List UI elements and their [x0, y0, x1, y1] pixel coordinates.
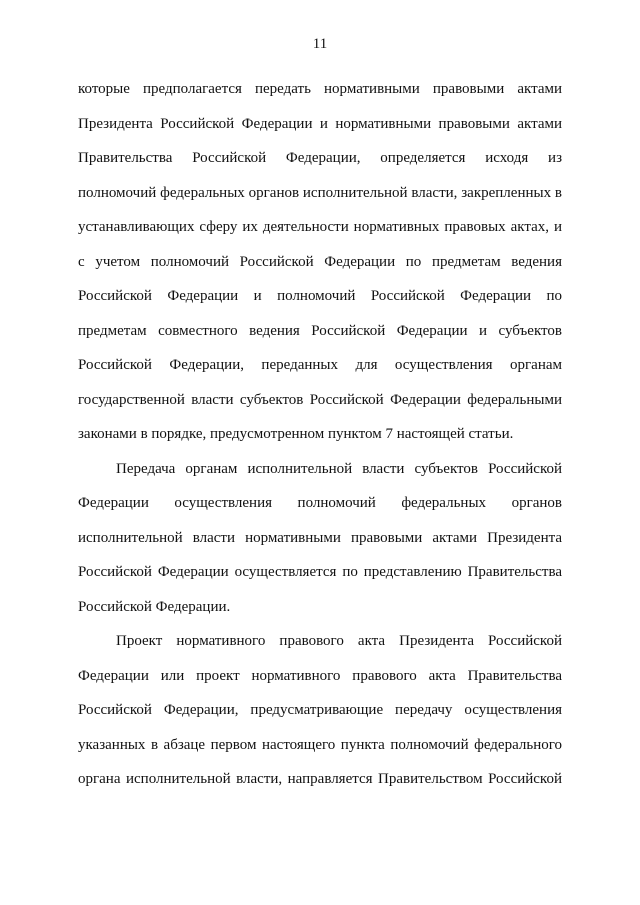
text-line: полномочий федеральных органов исполнительной власти, закрепленных в: [78, 184, 562, 201]
text-line: законами в порядке, предусмотренном пунктом 7 настоящей статьи.: [78, 426, 514, 442]
text-line: исполнительной власти нормативными правовыми актами Президента: [78, 529, 562, 546]
text-line: Российской Федерации.: [78, 598, 231, 615]
text-line: Передача органам исполнительной власти субъектов Российской: [116, 460, 562, 477]
document-body: [78, 72, 562, 797]
text-line: Российской Федерации, предусматривающие передачу осуществления: [78, 702, 562, 718]
paragraph: [78, 624, 562, 797]
text-line: устанавливающих сферу их деятельности нормативных правовых актах, и: [78, 219, 562, 235]
text-line: Проект нормативного правового акта Президента Российской: [116, 633, 562, 649]
page-number: 11: [312, 36, 328, 52]
text-line: предметам совместного ведения Российской Федерации и субъектов: [78, 322, 562, 339]
text-line: Федерации или проект нормативного правового акта Правительства: [78, 667, 562, 684]
text-line: которые предполагается передать нормативными правовыми актами: [78, 81, 562, 97]
text-line: Президента Российской Федерации и нормативными правовыми актами: [78, 115, 562, 132]
text-line: Российской Федерации, переданных для осуществления органам: [78, 357, 562, 373]
text-line: Российской Федерации и полномочий Российской Федерации по: [78, 288, 562, 304]
text-line: государственной власти субъектов Российской Федерации федеральными: [78, 391, 562, 408]
text-line: Российской Федерации осуществляется по представлению Правительства: [78, 564, 562, 580]
paragraph: [78, 72, 562, 452]
paragraph: [78, 452, 562, 625]
text-line: Правительства Российской Федерации, определяется исходя из: [78, 150, 562, 166]
text-line: органа исполнительной власти, направляется Правительством Российской: [78, 771, 562, 787]
text-line: Федерации осуществления полномочий федеральных органов: [78, 495, 562, 511]
text-line: указанных в абзаце первом настоящего пункта полномочий федерального: [78, 736, 562, 753]
text-line: с учетом полномочий Российской Федерации по предметам ведения: [78, 253, 562, 270]
